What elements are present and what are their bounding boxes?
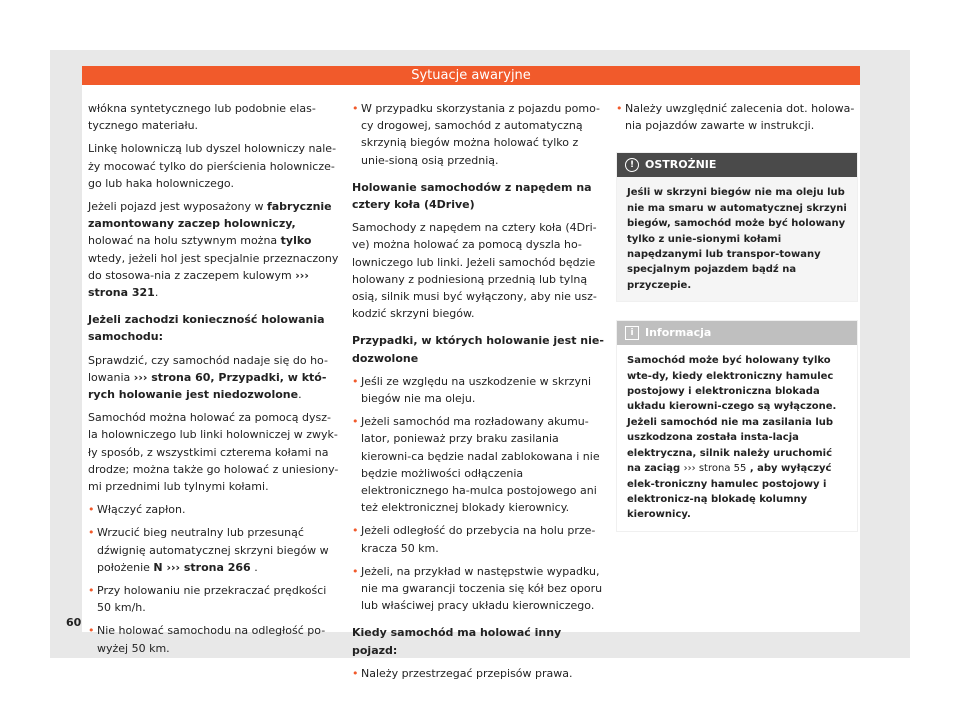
subheading: Jeżeli zachodzi konieczność holowania samochodu: bbox=[88, 313, 325, 344]
list-item: • Nie holować samochodu na odległość po-wyżej 50 km. bbox=[88, 622, 340, 656]
paragraph: Linkę holowniczą lub dyszel holowniczy nale-ży mocować tylko do pierścienia holownicze-go lub haka holowniczego. bbox=[88, 142, 337, 190]
list-item: • Przy holowaniu nie przekraczać prędkości 50 km/h. bbox=[88, 582, 340, 616]
warning-title: OSTROŻNIE bbox=[645, 158, 717, 172]
list-item: • Włączyć zapłon. bbox=[88, 501, 340, 518]
warning-box bbox=[616, 152, 858, 302]
info-box bbox=[616, 320, 858, 531]
paragraph: Samochody z napędem na cztery koła (4Dri-ve) można holować za pomocą dyszla ho-lowniczego lub linki. Jeżeli samochód będzie holowany z podniesioną przednią lub tylną osią, silnik musi być wyłączony, aby nie usz-kodzić skrzyni biegów. bbox=[352, 221, 597, 321]
list-item: • Jeśli ze względu na uszkodzenie w skrzyni biegów nie ma oleju. bbox=[352, 373, 604, 407]
subheading: Kiedy samochód ma holować inny pojazd: bbox=[352, 626, 562, 657]
info-title: Informacja bbox=[645, 326, 712, 340]
paragraph: Samochód można holować za pomocą dysz-la holowniczego lub linki holowniczej w zwyk-ły sposób, z wszystkimi czterema kołami na drodze; można także go holować z uniesiony-mi przednimi lub tylnymi kołami. bbox=[88, 411, 339, 494]
warning-text: Jeśli w skrzyni biegów nie ma oleju lub nie ma smaru w automatycznej skrzyni biegów, samochód może być holowany tylko z unie-sionymi kołami napędzanymi lub transpor-towany specjalnym pojazdem bądź na przyczepie. bbox=[617, 177, 857, 301]
section-header: Sytuacje awaryjne bbox=[82, 66, 860, 85]
list-item: • Jeżeli, na przykład w następstwie wypadku, nie ma gwarancji toczenia się kół bez oporu lub właściwej pracy układu kierowniczego. bbox=[352, 563, 604, 615]
list-item: • Należy uwzględnić zalecenia dot. holowa-nia pojazdów zawarte w instrukcji. bbox=[616, 100, 858, 134]
subheading: Przypadki, w których holowanie jest nie-dozwolone bbox=[352, 334, 604, 365]
column-3 bbox=[616, 100, 858, 532]
list-item: • Wrzucić bieg neutralny lub przesunąć dźwignię automatycznej skrzyni biegów w położenie N ››› strona 266 . bbox=[88, 524, 340, 576]
page-reference-link[interactable]: N ››› strona 266 bbox=[153, 560, 251, 574]
column-1 bbox=[88, 100, 340, 663]
list-item: • Jeżeli samochód ma rozładowany akumu-lator, ponieważ przy braku zasilania kierowni-ca będzie nadal zablokowana i nie będzie możliwości odłączenia elektronicznego ha-mulca postojowego ani też elektronicznej blokady kierownicy. bbox=[352, 413, 604, 516]
paragraph: włókna syntetycznego lub podobnie elas-tycznego materiału. bbox=[88, 102, 316, 133]
list-item: • Należy przestrzegać przepisów prawa. bbox=[352, 665, 604, 682]
paragraph: Sprawdzić, czy samochód nadaje się do ho-lowania ››› strona 60, Przypadki, w któ-rych holowanie jest niedozwolone. bbox=[88, 353, 328, 402]
page-reference-link[interactable]: ››› strona 321 bbox=[88, 268, 309, 300]
info-header bbox=[617, 321, 857, 345]
exclamation-circle-icon: ! bbox=[625, 158, 639, 172]
info-text: Samochód może być holowany tylko wte-dy, kiedy elektroniczny hamulec postojowy i elektroniczna blokada układu kierowni-czego są wyłączone. Jeżeli samochód nie ma zasilania lub uszkodzona została insta-lacja elektryczna, silnik należy uruchomić na zaciąg ››› strona 55 , aby wyłączyć elek-troniczny hamulec postojowy i elektronicz-ną blokadę kolumny kierownicy. bbox=[627, 355, 837, 521]
page-reference-link[interactable]: ››› strona 60, Przypadki, w któ-rych holowanie jest niedozwolone bbox=[88, 370, 327, 402]
info-square-icon: i bbox=[625, 326, 639, 340]
list-item: • Jeżeli odległość do przebycia na holu prze-kracza 50 km. bbox=[352, 522, 604, 556]
paragraph: Jeżeli pojazd jest wyposażony w fabrycznie zamontowany zaczep holowniczy, holować na holu sztywnym można tylko wtedy, jeżeli hol jest specjalnie przeznaczony do stosowa-nia z zaczepem kulowym ››› strona 321. bbox=[88, 200, 339, 300]
page-number: 60 bbox=[66, 616, 82, 629]
manual-page bbox=[66, 66, 860, 680]
subheading: Holowanie samochodów z napędem na cztery koła (4Drive) bbox=[352, 180, 592, 212]
column-2 bbox=[352, 100, 604, 688]
page-reference-link[interactable]: ››› strona 55 bbox=[683, 463, 747, 475]
list-item: • W przypadku skorzystania z pojazdu pomo-cy drogowej, samochód z automatyczną skrzynią biegów można holować tylko z unie-sioną osią przednią. bbox=[352, 100, 604, 169]
warning-header bbox=[617, 153, 857, 177]
